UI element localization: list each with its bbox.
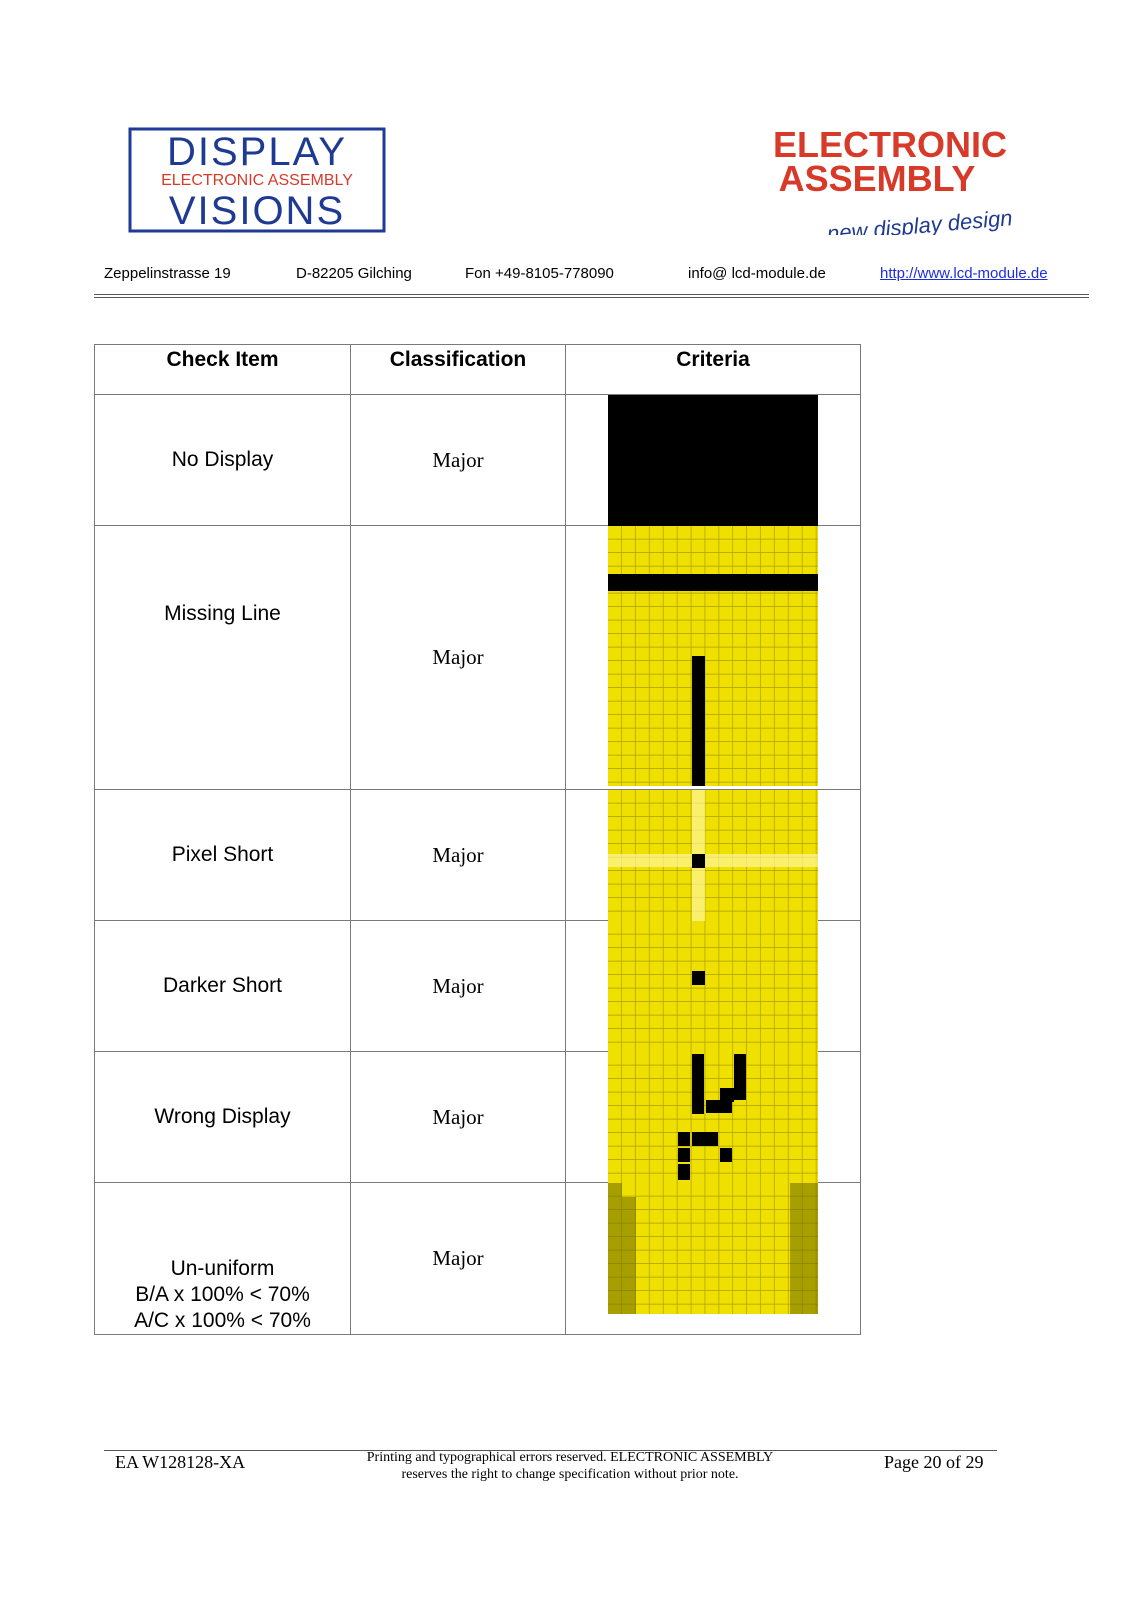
b-a-ratio-label: B/A x 100% < 70% bbox=[135, 1283, 310, 1306]
missing-line-icon bbox=[608, 526, 818, 786]
svg-text:ELECTRONIC: ELECTRONIC bbox=[773, 125, 1007, 165]
svg-text:ASSEMBLY: ASSEMBLY bbox=[778, 158, 976, 199]
a-c-ratio-label: A/C x 100% < 70% bbox=[134, 1309, 311, 1332]
darker-short-icon bbox=[608, 921, 818, 1052]
pixel-short-icon bbox=[608, 790, 818, 921]
footer-model: EA W128128-XA bbox=[115, 1452, 246, 1472]
display-visions-logo bbox=[128, 127, 386, 233]
criteria-cell bbox=[566, 1052, 861, 1183]
criteria-table bbox=[94, 344, 861, 1335]
criteria-cell bbox=[566, 395, 861, 526]
footer-disclaimer-line1: Printing and typographical errors reserved. ELECTRONIC ASSEMBLY bbox=[366, 1450, 774, 1465]
criteria-cell bbox=[566, 526, 861, 790]
classification-cell: Major bbox=[351, 395, 566, 526]
svg-text:ELECTRONIC ASSEMBLY: ELECTRONIC ASSEMBLY bbox=[161, 172, 353, 189]
column-header-classification: Classification bbox=[351, 345, 566, 395]
classification-cell: Major bbox=[351, 526, 566, 790]
header-rule-double bbox=[94, 297, 1089, 298]
column-header-criteria: Criteria bbox=[566, 345, 861, 395]
column-header-check-item: Check Item bbox=[95, 345, 351, 395]
classification-cell: Major bbox=[351, 921, 566, 1052]
criteria-cell bbox=[566, 921, 861, 1052]
table-row bbox=[95, 921, 861, 1052]
check-item-cell: No Display bbox=[95, 395, 351, 526]
footer-disclaimer-line2: reserves the right to change specification without prior note. bbox=[401, 1467, 739, 1482]
un-uniform-label: Un-uniform bbox=[170, 1257, 275, 1280]
check-item-cell bbox=[95, 1183, 351, 1335]
header-street: Zeppelinstrasse 19 bbox=[104, 265, 231, 282]
check-item-cell: Missing Line bbox=[95, 526, 351, 790]
header-email: info@ lcd-module.de bbox=[688, 265, 826, 282]
classification-cell: Major bbox=[351, 1183, 566, 1335]
table-row bbox=[95, 526, 861, 790]
table-row bbox=[95, 395, 861, 526]
svg-text:new display design: new display design bbox=[826, 205, 1014, 235]
svg-text:VISIONS: VISIONS bbox=[168, 189, 346, 233]
header-phone: Fon +49-8105-778090 bbox=[465, 265, 614, 282]
header-rule bbox=[94, 294, 1089, 295]
wrong-display-icon bbox=[608, 1052, 818, 1183]
table-row bbox=[95, 1183, 861, 1335]
electronic-assembly-logo bbox=[765, 125, 1015, 235]
table-row bbox=[95, 1052, 861, 1183]
header-website-link[interactable]: http://www.lcd-module.de bbox=[880, 265, 1048, 282]
no-display-icon bbox=[608, 395, 818, 526]
svg-text:DISPLAY: DISPLAY bbox=[167, 130, 347, 174]
footer-page-number: Page 20 of 29 bbox=[884, 1452, 984, 1472]
check-item-cell: Wrong Display bbox=[95, 1052, 351, 1183]
classification-cell: Major bbox=[351, 790, 566, 921]
table-header-row bbox=[95, 345, 861, 395]
table-row bbox=[95, 790, 861, 921]
classification-cell: Major bbox=[351, 1052, 566, 1183]
header-city: D-82205 Gilching bbox=[296, 265, 412, 282]
footer-disclaimer bbox=[340, 1449, 800, 1483]
un-uniform-icon bbox=[608, 1183, 818, 1314]
check-item-cell: Pixel Short bbox=[95, 790, 351, 921]
check-item-cell: Darker Short bbox=[95, 921, 351, 1052]
criteria-cell bbox=[566, 1183, 861, 1335]
criteria-cell bbox=[566, 790, 861, 921]
